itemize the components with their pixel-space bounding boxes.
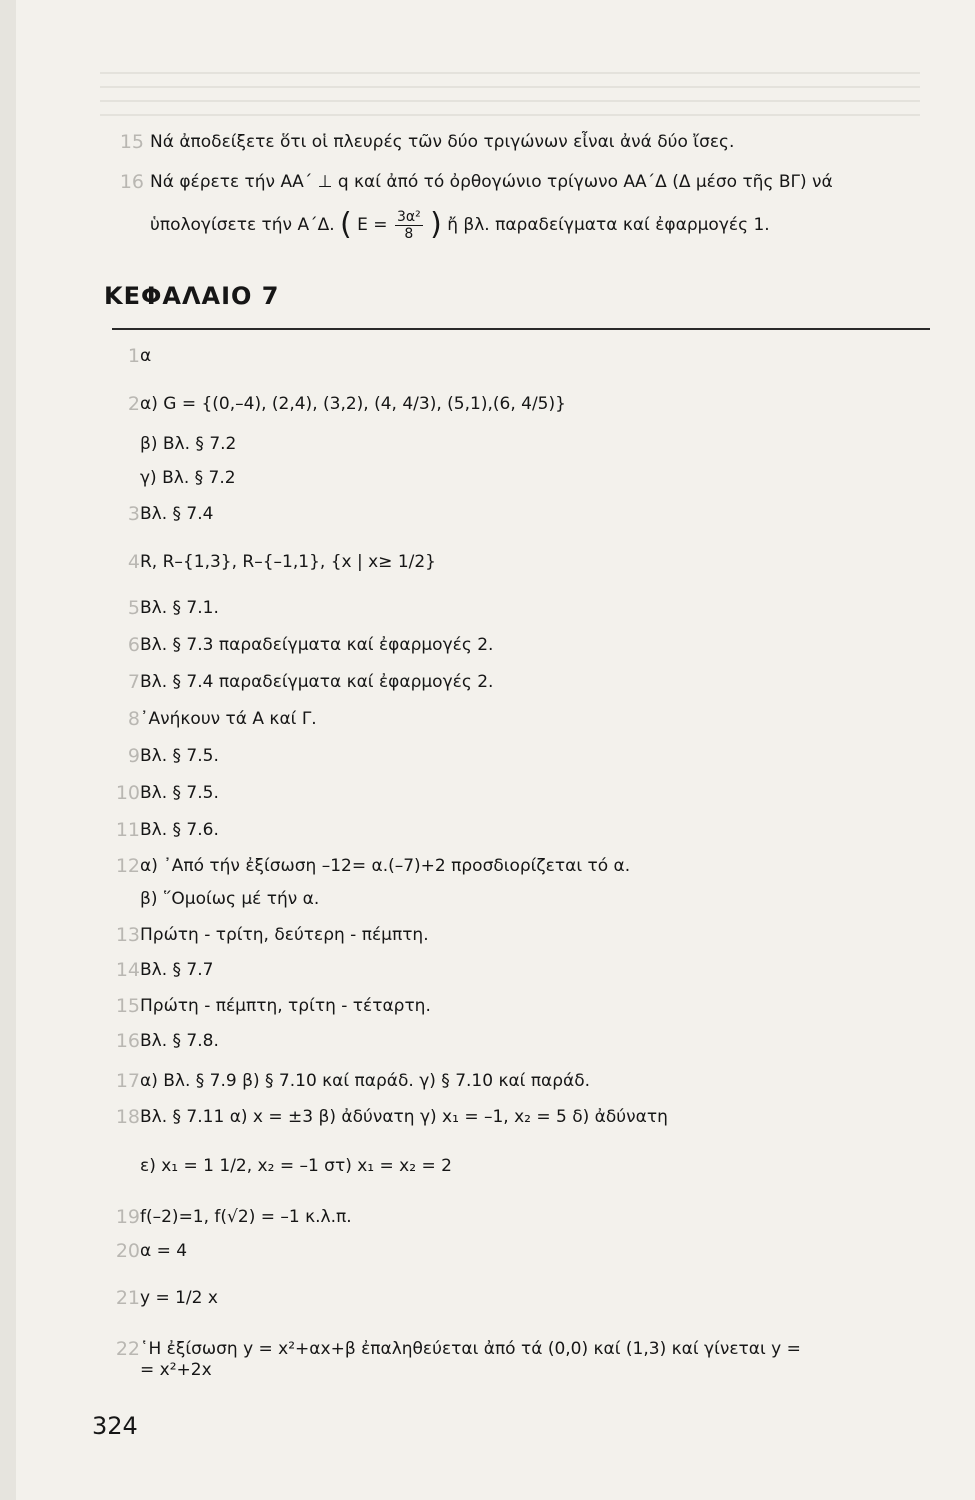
item-number: 16 [119,171,144,193]
item-text: β) ῞Ομοίως μέ τήν α. [140,889,320,909]
formula-e: Ε = [357,215,388,235]
formula-suffix: ἤ βλ. παραδείγματα καί ἐφαρμογές 1. [447,215,770,235]
item-number: 5 [127,597,140,619]
item-text: = x²+2x [140,1360,212,1380]
item-text: Βλ. § 7.4 [140,504,214,524]
item-number: 11 [115,819,140,841]
item-number: 2 [127,393,140,415]
item-text: Βλ. § 7.7 [140,960,214,980]
item-number: 15 [115,995,140,1017]
formula-prefix: ὑπολογίσετε τήν Α΄Δ. [150,215,335,235]
item-text: α [140,346,152,366]
item-text: Πρώτη - τρίτη, δεύτερη - πέμπτη. [140,925,429,945]
item-text: Βλ. § 7.6. [140,820,219,840]
item-text: α) Βλ. § 7.9 β) § 7.10 καί παράδ. γ) § 7.10 καί παράδ. [140,1071,591,1091]
item-number: 17 [115,1070,140,1092]
item-text: γ) Βλ. § 7.2 [140,468,236,488]
item-text: Νά ἀποδείξετε ὅτι οἱ πλευρές τῶν δύο τριγώνων εἶναι ἀνά δύο ἴσες. [150,132,735,152]
fraction [395,209,423,242]
answer-line-16-cont [150,205,770,245]
item-number: 21 [115,1287,140,1309]
item-text: β) Βλ. § 7.2 [140,434,237,454]
item-number: 15 [119,131,144,153]
item-text: α) ᾿Από τήν ἐξίσωση –12= α.(–7)+2 προσδιορίζεται τό α. [140,856,631,876]
item-number: 4 [127,551,140,573]
item-number: 14 [115,959,140,981]
item-text: ε) x₁ = 1 1/2, x₂ = –1 στ) x₁ = x₂ = 2 [140,1156,452,1176]
item-number: 19 [115,1206,140,1228]
item-number: 7 [127,671,140,693]
item-text: Βλ. § 7.5. [140,746,219,766]
item-number: 3 [127,503,140,525]
item-number: 16 [115,1030,140,1052]
bleed-through-shadow [100,60,920,120]
item-number: 6 [127,634,140,656]
item-text: Βλ. § 7.5. [140,783,219,803]
left-paren: ( [340,207,352,242]
right-paren: ) [430,207,442,242]
item-text: α = 4 [140,1241,188,1261]
denominator: 8 [404,225,414,242]
item-text: ῾Η ἐξίσωση y = x²+αx+β ἐπαληθεύεται ἀπό τά (0,0) καί (1,3) καί γίνεται y = [140,1339,801,1359]
chapter-divider [112,328,930,330]
chapter-title: ΚΕΦΑΛΑΙΟ 7 [104,282,280,310]
item-text: Βλ. § 7.1. [140,598,219,618]
item-text: f(–2)=1, f(√2) = –1 κ.λ.π. [140,1207,352,1227]
item-number: 9 [127,745,140,767]
item-text: α) G = {(0,–4), (2,4), (3,2), (4, 4/3), (5,1),(6, 4/5)} [140,394,566,414]
page-binding-edge [0,0,16,1500]
item-number: 12 [115,855,140,877]
item-number: 10 [115,782,140,804]
item-number: 18 [115,1106,140,1128]
item-number: 20 [115,1240,140,1262]
item-number: 13 [115,924,140,946]
page-number: 324 [92,1412,138,1440]
item-number: 8 [127,708,140,730]
item-text: Βλ. § 7.3 παραδείγματα καί ἐφαρμογές 2. [140,635,494,655]
item-text: ᾿Ανήκουν τά Α καί Γ. [140,709,317,729]
item-text: Βλ. § 7.11 α) x = ±3 β) ἀδύνατη γ) x₁ = –1, x₂ = 5 δ) ἀδύνατη [140,1107,668,1127]
item-number: 1 [127,345,140,367]
item-text: Βλ. § 7.4 παραδείγματα καί ἐφαρμογές 2. [140,672,494,692]
item-text: Βλ. § 7.8. [140,1031,219,1051]
item-text: Νά φέρετε τήν ΑΑ΄ ⊥ q καί ἀπό τό ὀρθογώνιο τρίγωνο ΑΑ΄Δ (Δ μέσο τῆς ΒΓ) νά [150,172,833,192]
numerator: 3α² [396,208,421,225]
item-text: Πρώτη - πέμπτη, τρίτη - τέταρτη. [140,996,431,1016]
item-text: R, R–{1,3}, R–{–1,1}, {x | x≥ 1/2} [140,552,436,572]
item-number: 22 [115,1338,140,1360]
item-text: y = 1/2 x [140,1288,218,1308]
